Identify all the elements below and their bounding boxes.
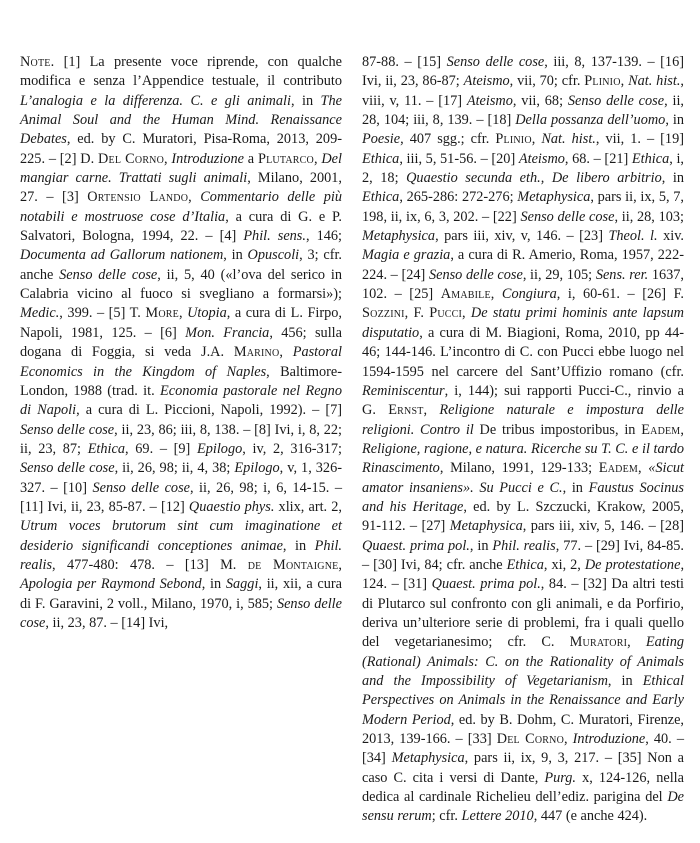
note-text-segment: , i, 2, 18; <box>362 150 684 187</box>
note-text-segment: Del mangiar carne. Trattati sugli animali <box>20 150 342 187</box>
note-text-segment: , pars iii, xiv, v, 146. – [23] <box>435 228 609 245</box>
note-text-segment: Poesie <box>362 131 401 148</box>
note-text-segment: , <box>178 305 188 322</box>
note-text-segment: , 146; <box>305 228 342 245</box>
note-text-segment: , in <box>290 92 321 109</box>
note-text-segment: , i, 60-61. – [26] F. <box>556 286 684 303</box>
note-text-segment: , 407 sgg.; cfr. <box>400 131 496 148</box>
note-text-segment: Senso delle cose <box>20 421 115 438</box>
note-text-segment: , 69. – [9] <box>125 440 197 457</box>
note-text-segment: , in <box>201 576 226 593</box>
note-text-segment: , pars iii, xiv, 5, 146. – [28] <box>522 518 684 535</box>
note-text-segment: Metaphysica <box>449 518 523 535</box>
note-text-segment: , in <box>562 479 589 496</box>
note-text-segment: Metaphysica <box>362 228 436 245</box>
note-text-segment: , 124. – [31] <box>362 556 685 593</box>
note-text-segment: Ethica <box>87 440 126 457</box>
note-text-segment: Ortensio Lando <box>87 189 189 206</box>
note-text-segment: Sozzini <box>362 305 405 322</box>
note-text-segment: , 456; sulla dogana di Foggia, si veda J.A. <box>20 324 342 361</box>
note-text-segment: , a cura di G. e P. Salvatori, Bologna, 1994, 22. – [4] <box>20 208 342 245</box>
note-text-segment: Nat. hist. <box>628 73 681 90</box>
notes-right-paragraph <box>362 53 684 827</box>
note-text-segment: , <box>313 150 322 167</box>
note-text-segment: , iii, 5, 51-56. – [20] <box>399 150 519 167</box>
note-text-segment: Economia pastorale nel Regno di Napoli <box>20 382 342 419</box>
note-text-segment: Medic. <box>20 305 60 322</box>
note-text-segment: de Montaigne <box>247 556 339 573</box>
note-text-segment: Opuscoli <box>247 247 300 264</box>
note-text-segment: , <box>188 189 201 206</box>
note-text-segment: , pars ii, ix, 9, 3, 217. – [35] Non a caso C. cita i versi di Dante, <box>362 750 684 786</box>
note-text-segment: , in <box>223 247 248 264</box>
note-text-segment: , in <box>661 170 684 187</box>
note-text-segment: , <box>164 150 172 167</box>
note-text-segment: , <box>637 460 649 477</box>
note-text-segment: , pars ii, ix, 5, 7, 198, ii, ix, 6, 3, 202. – [22] <box>362 189 684 225</box>
note-text-segment: , in <box>607 673 643 689</box>
note-text-segment: , <box>564 731 573 748</box>
note-text-segment: Sens. rer. <box>595 266 649 283</box>
note-text-segment: Ernst <box>388 402 424 419</box>
note-text-segment: Quaestio phys. <box>188 498 275 515</box>
note-text-segment: More <box>145 305 179 322</box>
note-text-segment: Saggi <box>225 576 259 593</box>
note-text-segment: xlix, art. 2, <box>274 498 342 515</box>
notes-left-paragraph <box>20 53 342 633</box>
note-text-segment: , ii, 26, 98; ii, 4, 38; <box>114 460 235 477</box>
note-text-segment: , <box>680 421 684 438</box>
note-text-segment: Congiura <box>501 286 557 303</box>
note-text-segment: , 399. – [5] T. <box>59 305 146 322</box>
note-text-segment: Ethica <box>362 150 400 167</box>
note-text-segment: , <box>490 286 502 303</box>
note-text-segment: , Baltimore-London, 1988 (trad. it. <box>20 363 342 399</box>
note-text-segment: Lettere 2010 <box>461 808 534 825</box>
note-text-segment: Ateismo <box>463 73 510 90</box>
note-text-segment: Phil. realis <box>492 537 556 554</box>
note-text-segment: , 265-286: 272-276; <box>399 189 518 206</box>
note-text-segment: Senso delle cose <box>20 460 115 477</box>
note-text-segment: Ateismo <box>466 92 513 109</box>
note-text-segment: Senso delle cose <box>20 595 342 631</box>
note-text-segment: Senso delle cose <box>567 92 665 109</box>
note-text-segment: Commentario delle più notabili e mostruose cose d’Italia <box>20 189 342 225</box>
note-text-segment: , ii, 28, 103; <box>614 208 685 225</box>
notes-right-column <box>362 53 684 827</box>
note-text-segment: Mon. Francia <box>185 324 270 341</box>
note-text-segment: , ii, 23, 87. – [14] Ivi, <box>45 614 169 631</box>
note-text-segment: Muratori <box>569 634 628 651</box>
note-text-segment: Introduzione <box>572 731 646 748</box>
note-text-segment: Utrum voces brutorum sint cum imaginatione et desiderio significandi conceptiones animae <box>20 518 342 554</box>
note-text-segment: Phil. sens. <box>243 228 306 245</box>
notes-heading: Note. <box>20 54 55 70</box>
note-text-segment: Theol. l. <box>608 228 658 245</box>
note-text-segment: Plutarco <box>257 150 314 167</box>
note-text-segment: Eadem <box>598 460 638 477</box>
note-text-segment: Amabile <box>440 286 491 303</box>
note-text-segment: Senso delle cose <box>59 266 158 283</box>
note-text-segment: , v, 1, 326-327. – [10] <box>20 460 342 496</box>
note-text-segment: , <box>531 131 542 148</box>
note-text-segment: x, 124-126, nella dedica al cardinale Richelieu dell’ediz. parigina del <box>362 769 684 806</box>
note-text-segment: Ethical Perspectives on Animals in the Renaissance and Early Modern Period <box>362 673 684 728</box>
note-text-segment: Quaest. prima pol. <box>431 576 541 593</box>
note-text-segment: , 3; cfr. anche <box>20 247 343 283</box>
note-text-segment: Plinio <box>495 131 532 148</box>
note-text-segment: De statu primi hominis ante lapsum disputatio <box>362 305 684 341</box>
note-text-segment: , ii, xii, a cura di F. Garavini, 2 voll., Milano, 1970, i, 585; <box>20 576 342 612</box>
note-text-segment: , ii, 23, 86; iii, 8, 138. – [8] Ivi, i, 8, 22; ii, 23, 87; <box>20 421 342 457</box>
note-text-segment: , ed. by L. Szczucki, Krakow, 2005, 91-112. – [27] <box>362 498 684 535</box>
note-text-segment: De tribus impostoribus, in <box>473 421 642 438</box>
note-text-segment: Utopia <box>187 305 227 322</box>
note-text-segment: , in <box>665 112 684 129</box>
note-text-segment: , <box>338 556 342 573</box>
note-text-segment: [1] La presente voce riprende, con qualche modifica e senza l’Appendice testuale, il contributo <box>20 54 342 90</box>
note-text-segment: , ed. by C. Muratori, Pisa-Roma, 2013, 209-225. – [2] D. <box>20 131 342 167</box>
note-text-segment: , F. <box>404 305 430 322</box>
note-text-segment: Della possanza dell’uomo <box>515 112 666 129</box>
note-text-segment: , <box>423 402 440 419</box>
note-text-segment: a <box>243 150 258 167</box>
note-text-segment: Religione naturale e impostura delle religioni. Contro il <box>362 402 684 438</box>
note-text-segment: , a cura di L. Piccioni, Napoli, 1992). – [7] <box>76 402 343 419</box>
note-text-segment: , ii, 29, 105; <box>522 266 596 283</box>
note-text-segment: Epilogo <box>196 440 243 457</box>
note-text-segment: , Milano, 2001, 27. – [3] <box>20 170 342 206</box>
note-text-segment: Pucci <box>429 305 463 322</box>
note-text-segment: , a cura di M. Biagioni, Roma, 2010, pp 44-46; 144-146. L’incontro di C. con Pucci ebbe luogo nel 1594-1595 nel carcere del Sant’Uffizio romano (cfr. <box>362 324 684 380</box>
note-text-segment: Quaest. prima pol. <box>362 537 470 554</box>
note-text-segment: L’analogia e la differenza. C. e gli animali <box>20 92 291 109</box>
note-text-segment: , 477-480: 478. – [13] M. <box>52 556 248 573</box>
note-text-segment: , in <box>469 537 493 554</box>
note-text-segment: Ateismo <box>518 150 565 167</box>
note-text-segment: Eadem <box>641 421 681 438</box>
note-text-segment: , ii, 26, 98; i, 6, 14-15. – [11] Ivi, ii, 23, 85-87. – [12] <box>20 479 342 515</box>
note-text-segment: , 68. – [21] <box>564 150 632 167</box>
note-text-segment: Reminiscentur <box>362 382 445 399</box>
note-text-segment: , iv, 2, 316-317; <box>242 440 342 457</box>
note-text-segment: , iii, 8, 137-139. – [16] Ivi, ii, 23, 86-87; <box>362 54 684 90</box>
note-text-segment: 87-88. – [15] <box>362 54 447 70</box>
note-text-segment: Apologia per Raymond Sebond <box>20 576 202 593</box>
note-text-segment: The Animal Soul and the Human Mind. Renaissance Debates <box>20 92 342 148</box>
note-text-segment: Epilogo <box>234 460 280 477</box>
note-text-segment: Del Corno <box>496 731 564 748</box>
note-text-segment: Documenta ad Gallorum nationem <box>20 247 224 264</box>
notes-left-column <box>20 53 342 827</box>
note-text-segment: Nat. hist. <box>541 131 596 148</box>
note-text-segment: , vii, 1. – [19] <box>595 131 684 148</box>
note-text-segment: Ethica <box>362 189 400 206</box>
note-text-segment: , <box>279 344 293 361</box>
note-text-segment: Phil. realis <box>20 537 343 573</box>
note-text-segment: Metaphysica <box>517 189 591 206</box>
notes-columns <box>20 53 684 827</box>
note-text-segment: xiv. <box>657 228 684 245</box>
note-text-segment: , 447 (e anche 424). <box>533 808 648 825</box>
note-text-segment: Senso delle cose <box>428 266 523 283</box>
note-text-segment: , a cura di L. Firpo, Napoli, 1981, 125. – [6] <box>20 305 342 341</box>
note-text-segment: , ed. by B. Dohm, C. Muratori, Firenze, 2013, 139-166. – [33] <box>362 711 685 748</box>
note-text-segment: Pastoral Economics in the Kingdom of Naples <box>20 344 342 380</box>
note-text-segment: Marino <box>233 344 280 361</box>
note-text-segment: De protestatione <box>584 556 681 573</box>
note-text-segment: Magia e grazia <box>362 247 451 264</box>
note-text-segment: , 77. – [29] Ivi, 84-85. – [30] Ivi, 84; cfr. anche <box>362 537 685 573</box>
note-text-segment: Religione, ragione, e natura. Ricerche su T. C. e il tardo Rinascimento <box>362 440 684 477</box>
note-text-segment: Senso delle cose <box>92 479 190 496</box>
note-text-segment: Ethica <box>506 556 544 573</box>
note-text-segment: Senso delle cose <box>446 54 545 70</box>
note-text-segment: , viii, v, 11. – [17] <box>362 73 684 109</box>
note-text-segment: , vii, 68; <box>512 92 568 109</box>
note-text-segment: , <box>620 73 629 90</box>
note-text-segment: , vii, 70; cfr. <box>509 73 585 90</box>
note-text-segment: , 84. – [32] Da altri testi di Plutarco sul confronto con gli animali, e da Porfirio, deriva un’ulteriore serie di problemi, fra i quali quello del vegetarianesimo; cfr. C. <box>362 576 684 651</box>
note-text-segment: , 40. – [34] <box>362 731 684 767</box>
note-text-segment: Ethica <box>631 150 670 167</box>
note-text-segment: Quaestio secunda eth., De libero arbitrio <box>406 170 662 187</box>
note-text-segment: , a cura di R. Amerio, Roma, 1957, 222-224. – [24] <box>362 247 684 283</box>
note-text-segment: Eating (Rational) Animals: C. on the Rationality of Animals and the Impossibility of Vegetarianism <box>362 634 684 689</box>
note-text-segment: De sensu rerum <box>362 789 684 825</box>
note-text-segment: , Milano, 1991, 129-133; <box>439 460 599 477</box>
note-text-segment: «Sicut amator insaniens». Su Pucci e C. <box>362 460 684 496</box>
note-text-segment: , xi, 2, <box>543 556 585 573</box>
note-text-segment: , <box>627 634 646 651</box>
note-text-segment: 1637, 102. – [25] <box>362 266 685 303</box>
note-text-segment: Introduzione <box>171 150 244 167</box>
note-text-segment: Metaphysica <box>391 750 465 767</box>
note-text-segment: Faustus Socinus and his Heritage <box>362 479 684 515</box>
note-text-segment: , ii, 5, 40 («l’ova del serico in Calabria vicino al fuoco si svegliano a formarsi»); <box>20 266 342 303</box>
note-text-segment: , i, 144); sui rapporti Pucci-C., rinvio a G. <box>362 382 684 419</box>
note-text-segment: , in <box>282 537 315 554</box>
note-text-segment: , <box>462 305 471 322</box>
note-text-segment: , ii, 28, 104; iii, 8, 139. – [18] <box>362 92 684 129</box>
note-text-segment: Del Corno <box>98 150 165 167</box>
note-text-segment: Purg. <box>544 769 576 786</box>
note-text-segment: Senso delle cose <box>520 208 615 225</box>
note-text-segment: ; cfr. <box>431 808 462 825</box>
note-text-segment: Plinio <box>584 73 621 90</box>
